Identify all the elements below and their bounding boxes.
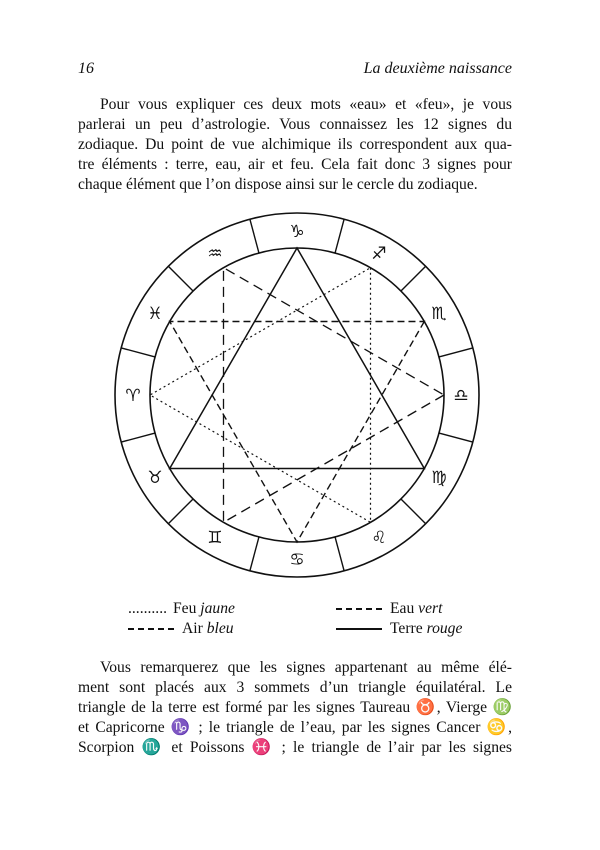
body-line: ment sont placés aux 3 sommets d’un triangle équilatéral. Le	[78, 679, 512, 696]
legend-air	[128, 620, 234, 638]
body-line: et Capricorne ♑ ; le triangle de l’eau, par les signes Cancer ♋,	[78, 719, 512, 736]
intro-line: tre éléments : terre, eau, air et feu. Cela fait donc 3 signes pour	[78, 156, 512, 173]
body-line: Vous remarquerez que les signes appartenant au même élé-	[100, 659, 512, 676]
sign-divider	[401, 499, 426, 524]
aquarius-icon: ♒	[207, 243, 223, 264]
legend-earth-label: Terre rouge	[390, 620, 463, 637]
zodiac-diagram	[0, 200, 600, 595]
earth-triangle	[170, 248, 425, 469]
sign-divider	[121, 433, 155, 442]
aries-icon: ♈	[125, 386, 141, 406]
libra-icon: ♎	[453, 386, 469, 406]
legend-fire	[128, 600, 235, 618]
sign-divider	[335, 219, 344, 253]
sign-dividers	[121, 219, 473, 571]
running-head: La deuxième naissance	[363, 60, 512, 77]
sign-divider	[250, 537, 259, 571]
legend-water	[336, 600, 442, 618]
body-line: triangle de la terre est formé par les signes Taureau ♉, Vierge ♍	[78, 699, 512, 716]
intro-line: Pour vous expliquer ces deux mots «eau» et «feu», je vous	[100, 96, 512, 113]
sign-divider	[168, 266, 193, 291]
sign-divider	[121, 348, 155, 357]
air-triangle	[224, 268, 445, 523]
page-number: 16	[78, 60, 94, 77]
sign-divider	[335, 537, 344, 571]
legend-water-line	[336, 608, 382, 610]
leo-icon: ♌	[371, 528, 387, 549]
intro-line: zodiaque. Du point de vue alchimique ils correspondent aux qua-	[78, 136, 512, 153]
sign-divider	[168, 499, 193, 524]
legend-earth	[336, 620, 462, 638]
cancer-icon: ♋	[289, 550, 305, 570]
taurus-icon: ♉	[147, 468, 163, 488]
sign-divider	[250, 219, 259, 253]
sign-divider	[401, 266, 426, 291]
body-paragraph	[78, 658, 512, 758]
gemini-icon: ♊	[207, 528, 223, 549]
sign-divider	[439, 348, 473, 357]
intro-paragraph	[78, 95, 512, 195]
pisces-icon: ♓	[147, 304, 163, 324]
intro-line: parlerai un peu d’astrologie. Vous connaissez les 12 signes du	[78, 116, 512, 133]
legend-earth-line	[336, 628, 382, 630]
zodiac-inner-circle	[150, 248, 447, 542]
legend-fire-dots: ..........	[128, 600, 167, 617]
sagittarius-icon: ♐	[371, 243, 387, 264]
scorpio-icon: ♏	[431, 304, 447, 324]
water-triangle	[170, 322, 425, 543]
sign-divider	[439, 433, 473, 442]
fire-triangle	[150, 268, 371, 523]
legend-water-label: Eau vert	[390, 600, 443, 617]
legend-air-label: Air bleu	[182, 620, 234, 637]
body-line: Scorpion ♏ et Poissons ♓ ; le triangle de l’air par les signes	[78, 739, 512, 756]
legend-air-line	[128, 628, 174, 630]
intro-line: chaque élément que l’on dispose ainsi sur le cercle du zodiaque.	[78, 176, 478, 193]
element-legend	[0, 600, 600, 640]
legend-fire-label: Feu jaune	[172, 600, 235, 617]
virgo-icon: ♍	[431, 468, 447, 488]
capricorn-icon: ♑	[289, 222, 305, 242]
element-triangles	[150, 248, 447, 542]
